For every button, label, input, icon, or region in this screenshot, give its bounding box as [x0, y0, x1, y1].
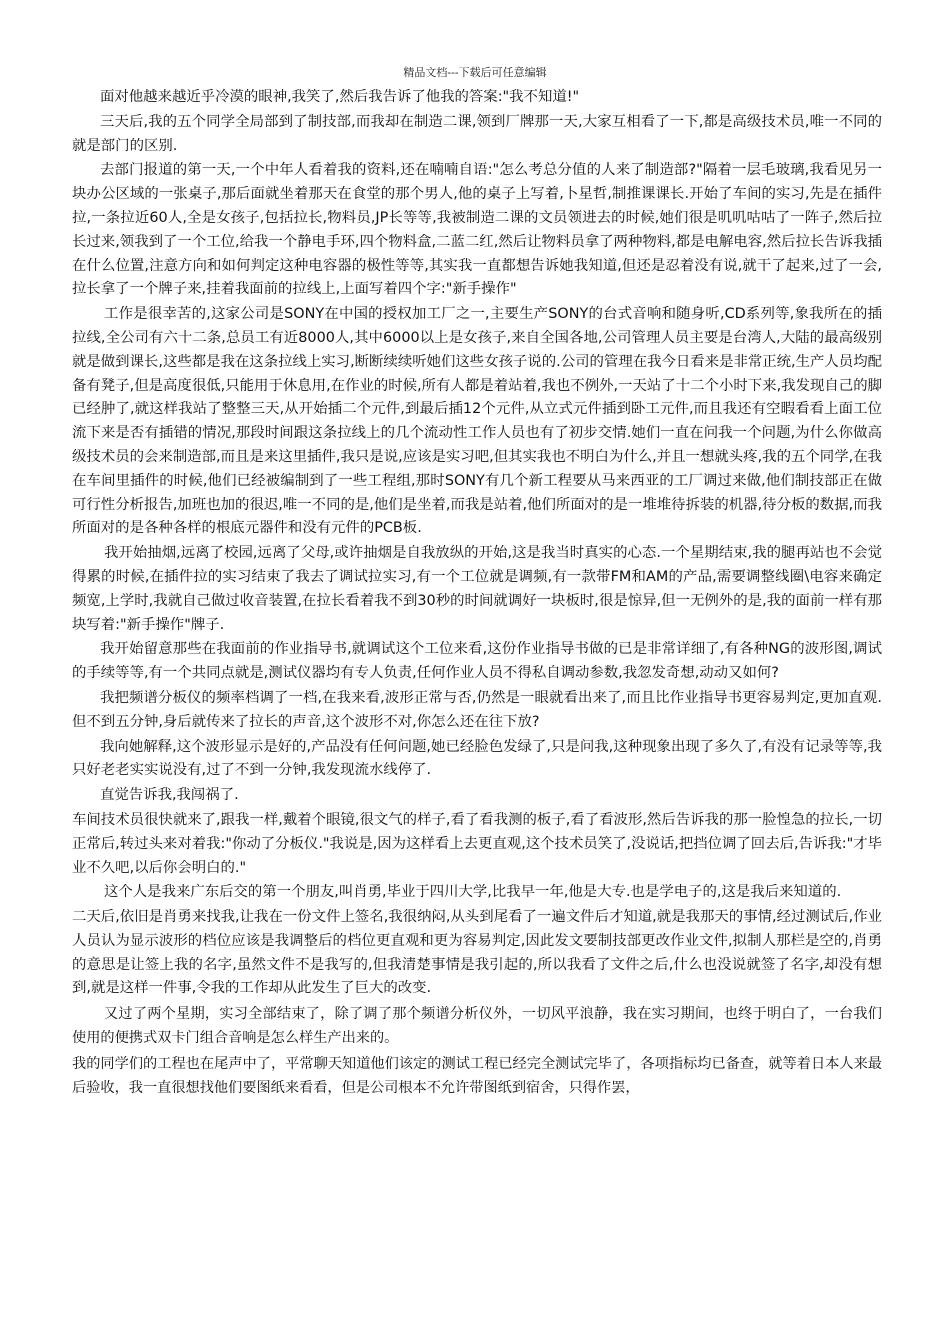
page-header: 精品文档---下载后可任意编辑	[403, 66, 547, 79]
paragraph: 二天后,依旧是肖勇来找我,让我在一份文件上签名,我很纳闷,从头到尾看了一遍文件后才知道,就是我那天的事情,经过测试后,作业人员认为显示波形的档位应该是我调整后的档位更直观和更为容易判定,因此发文要制技部更改作业文件,拟制人那栏是空的,肖勇的意思是让签上我的名字,虽然文件不是我写的,但我清楚事情是我引起的,所以我看了文件之后,什么也没说就签了名字,却没有想到,就是这样一件事,令我的工作却从此发生了巨大的改变.	[72, 909, 882, 997]
paragraph: 工作是很幸苦的,这家公司是SONY在中国的授权加工厂之一,主要生产SONY的台式音响和随身听,CD系列等,象我所在的插拉线,全公司有六十二条,总员工有近8000人,其中6000以上是女孩子,来自全国各地,公司管理人员主要是台湾人,大陆的最高级别就是做到课长,这些都是我在这条拉线上实习,断断续续听她们这些女孩子说的.公司的管理在我今日看来是非常正统,生产人员均配备有凳子,但是高度很低,只能用于休息用,在作业的时候,所有人都是着站着,我也不例外,一天站了十二个小时下来,我发现自己的脚已经肿了,就这样我站了整整三天,从开始插二个元件,到最后插12个元件,从立式元件插到卧工元件,而且我还有空暇看看上面工位流下来是否有插错的情况,那段时间跟这条拉线上的几个流动性工作人员也有了初步交情.她们一直在问我一个问题,为什么你做高级技术员的会来制造部,而且是来这里插件,我只是说,应该是实习吧,但其实我也不明白为什么,并且一想就头疼,我的五个同学,在我在车间里插件的时候,他们已经被编制到了一些工程组,那时SONY有几个新工程要从马来西亚的工厂调过来做,他们制技部正在做可行性分析报告,加班也加的很迟,唯一不同的是,他们是坐着,而我是站着,他们所面对的是一堆堆待拆装的机器,待分板的数据,而我所面对的是各种各样的根底元器件和没有元件的PCB板.	[72, 306, 882, 537]
paragraph: 车间技术员很快就来了,跟我一样,戴着个眼镜,很文气的样子,看了看我测的板子,看了看波形,然后告诉我的那一脸惶急的拉长,一切正常后,转过头来对着我:"你动了分板仪."我说是,因为这样看上去更直观,这个技术员笑了,没说话,把挡位调了回去后,告诉我:"才毕业不久吧,以后你会明白的."	[72, 811, 882, 876]
paragraph: 面对他越来越近乎冷漠的眼神,我笑了,然后我告诉了他我的答案:"我不知道!"	[100, 89, 580, 105]
paragraph: 又过了两个星期，实习全部结束了，除了调了那个频谱分析仪外，一切风平浪静，我在实习期间，也终于明白了，一台我们使用的便携式双卡门组合音响是怎么样生产出来的。	[72, 1006, 882, 1047]
paragraph: 我把频谱分板仪的频率档调了一档,在我来看,波形正常与否,仍然是一眼就看出来了,而且比作业指导书更容易判定,更加直观.但不到五分钟,身后就传来了拉长的声音,这个波形不对,你怎么还在往下放?	[72, 689, 882, 730]
paragraph: 这个人是我来广东后交的第一个朋友,叫肖勇,毕业于四川大学,比我早一年,他是大专.也是学电子的,这是我后来知道的.	[104, 884, 842, 901]
paragraph: 我的同学们的工程也在尾声中了，平常聊天知道他们该定的测试工程已经完全测试完毕了，各项指标均已备查，就等着日本人来最后验收，我一直很想找他们要图纸来看看，但是公司根本不允许带图纸到宿舍，只得作罢，	[72, 1055, 882, 1096]
paragraph: 直觉告诉我,我闯祸了.	[100, 787, 239, 804]
paragraph: 三天后,我的五个同学全局部到了制技部,而我却在制造二课,领到厂牌那一天,大家互相看了一下,都是高级技术员,唯一不同的就是部门的区别.	[72, 113, 882, 154]
paragraph: 去部门报道的第一天,一个中年人看着我的资料,还在喃喃自语:"怎么考总分值的人来了制造部?"隔着一层毛玻璃,我看见另一块办公区域的一张桌子,那后面就坐着那天在食堂的那个男人,他的桌子上写着,卜星哲,制推课课长.开始了车间的实习,先是在插件拉,一条拉近60人,全是女孩子,包括拉长,物料员,JP长等等,我被制造二课的文员领进去的时候,她们很是叽叽咕咕了一阵子,然后拉长过来,领我到了一个工位,给我一个静电手环,四个物料盒,二蓝二红,然后让物料员拿了两种物料,都是电解电容,然后拉长告诉我插在什么位置,注意方向和如何判定这种电容器的极性等等,其实我一直都想告诉她我知道,但还是忍着没有说,就干了起来,过了一会,拉长拿了一个牌子来,挂着我面前的拉线上,上面写着四个字:"新手操作"	[72, 162, 882, 298]
paragraph: 我开始抽烟,远离了校园,远离了父母,或许抽烟是自我放纵的开始,这是我当时真实的心态.一个星期结束,我的腿再站也不会觉得累的时候,在插件拉的实习结束了我去了调试拉实习,有一个工位就是调频,有一款带FM和AM的产品,需要调整线圈\电容来确定频宽,上学时,我就自己做过收音装置,在拉长看着我不到30秒的时间就调好一块板时,很是惊异,但一无例外的是,我的面前一样有那块写着:"新手操作"牌子.	[72, 545, 882, 633]
paragraph: 我向她解释,这个波形显示是好的,产品没有任何问题,她已经脸色发绿了,只是问我,这种现象出现了多久了,有没有记录等等,我只好老老实实说没有,过了不到一分钟,我发现流水线停了.	[72, 738, 882, 779]
paragraph: 我开始留意那些在我面前的作业指导书,就调试这个工位来看,这份作业指导书做的已是非常详细了,有各种NG的波形图,调试的手续等等,有一个共同点就是,测试仪器均有专人负责,任何作业人员不得私自调动参数,我忽发奇想,动动又如何?	[72, 641, 882, 682]
document-body	[72, 86, 882, 1101]
